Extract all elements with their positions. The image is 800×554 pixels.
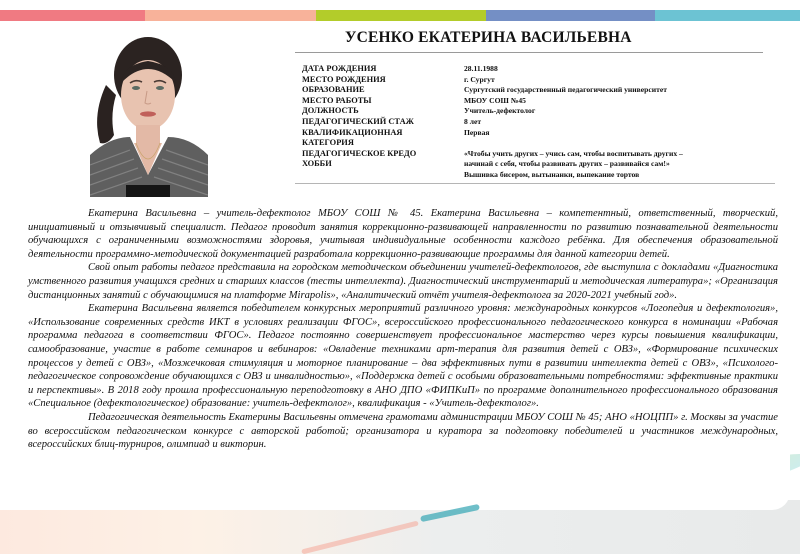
color-bar-segment-blue bbox=[486, 10, 655, 21]
value-birth-date: 28.11.1988 bbox=[464, 64, 498, 73]
info-divider bbox=[295, 183, 775, 184]
color-bar-segment-peach bbox=[145, 10, 316, 21]
value-hobby: Вышивка бисером, вытынанки, выпекание тортов bbox=[464, 169, 640, 179]
value-credo-line2: начинай с себя, чтобы развивать других – развивайся сам!» bbox=[464, 159, 670, 169]
bio-paragraph: Педагогическая деятельность Екатерины Васильевны отмечена грамотами администрации МБОУ СОШ № 45; АНО «НОЦПП» г. Москвы за участие во всероссийском педагогическом конкурсе с авторской работой; организатора и куратора за подготовку победителей и участников международных, всероссийских блиц-турниров, олимпиад и викторин. bbox=[28, 411, 778, 451]
color-bar-segment-green bbox=[316, 10, 486, 21]
profile-photo bbox=[90, 25, 208, 197]
info-values bbox=[464, 64, 683, 181]
bio-paragraph: Екатерина Васильевна – учитель-дефектолог МБОУ СОШ № 45. Екатерина Васильевна – компетентный, ответственный, творческий, инициативный и отзывчивый специалист. Педагог проводит занятия коррекционно-развивающей направленности по развитию познавательной деятельности обучающихся с ограниченными возможностями здоровья, учитывая индивидуальные особенности каждого ребёнка. Для обеспечения образовательной деятельности программно-методической документацией разработала коррекционно-развивающие программы для данной категории детей. bbox=[28, 208, 778, 260]
portrait-illustration bbox=[90, 25, 208, 197]
bio-paragraph: Свой опыт работы педагог представила на городском методическом объединении учителей-дефектологов, где выступила с докладами «Диагностика умственного развития учащихся средних и старших классов (тесты интеллекта). Диагностический инструментарий и методическая литература»; «Организация дистанционных занятий с обучающимися на платформе Mirapolis», «Аналитический отчёт учителя-дефектолога за 2020-2021 учебный год». bbox=[28, 262, 778, 301]
label-category-line1: КВАЛИФИКАЦИОННАЯ bbox=[302, 127, 403, 137]
label-credo: ПЕДАГОГИЧЕСКОЕ КРЕДО bbox=[302, 148, 417, 158]
value-credo-line1: «Чтобы учить других – учись сам, чтобы воспитывать других – bbox=[464, 148, 683, 158]
value-category: Первая bbox=[464, 127, 490, 137]
label-workplace: МЕСТО РАБОТЫ bbox=[302, 95, 372, 105]
color-bar-segment-red bbox=[0, 10, 145, 21]
label-education: ОБРАЗОВАНИЕ bbox=[302, 85, 365, 95]
name-divider bbox=[295, 52, 763, 53]
value-experience: 8 лет bbox=[464, 116, 482, 126]
value-workplace: МБОУ СОШ №45 bbox=[464, 95, 526, 105]
label-hobby: ХОББИ bbox=[302, 159, 332, 169]
decorative-color-bar bbox=[0, 10, 800, 21]
label-position: ДОЛЖНОСТЬ bbox=[302, 106, 359, 116]
label-birth-date: ДАТА РОЖДЕНИЯ bbox=[302, 64, 377, 73]
info-labels bbox=[302, 64, 416, 170]
biography bbox=[28, 207, 778, 452]
person-name: УСЕНКО ЕКАТЕРИНА ВАСИЛЬЕВНА bbox=[345, 29, 632, 46]
value-position: Учитель-дефектолог bbox=[464, 106, 536, 116]
label-category-line2: КАТЕГОРИЯ bbox=[302, 138, 354, 148]
bio-paragraph: Екатерина Васильевна является победителем конкурсных мероприятий различного уровня: международных конкурсов «Логопедия и дефектология», «Использование современных средств ИКТ в условиях реализации ФГОС», всероссийского профессионального педагогического конкурса в номинации «Рабочая программа педагога в соответствии ФГОС». Педагог постоянно совершенствует профессиональное мастерство через курсы повышения квалификации, самообразование, участие в работе семинаров и вебинаров: «Овладение техниками арт-терапия для развития детей с ОВЗ», «Формирование психических процессов у детей с ОВЗ», «Мозжечковая стимуляция и моторное планирование – два эффективных пути в развитии интеллекта детей с ОВЗ», «Психолого-педагогическое сопровождение обучающихся с ОВЗ и инвалидностью», «Поддержка детей с особыми образовательными потребностями: эффективные практики и перспективы». В 2018 году прошла профессиональную переподготовку в АНО ДПО «ФИПКиП» по программе дополнительного профессионального образования «Специальное (дефектологическое) образование: учитель-дефектолог», квалификация - «Учитель-дефектолог». bbox=[28, 303, 778, 410]
value-education: Сургутский государственный педагогический университет bbox=[464, 85, 667, 95]
spacer bbox=[464, 138, 683, 149]
label-birth-place: МЕСТО РОЖДЕНИЯ bbox=[302, 74, 386, 84]
label-experience: ПЕДАГОГИЧЕСКИЙ СТАЖ bbox=[302, 116, 414, 126]
color-bar-segment-cyan bbox=[655, 10, 800, 21]
value-birth-place: г. Сургут bbox=[464, 74, 495, 84]
